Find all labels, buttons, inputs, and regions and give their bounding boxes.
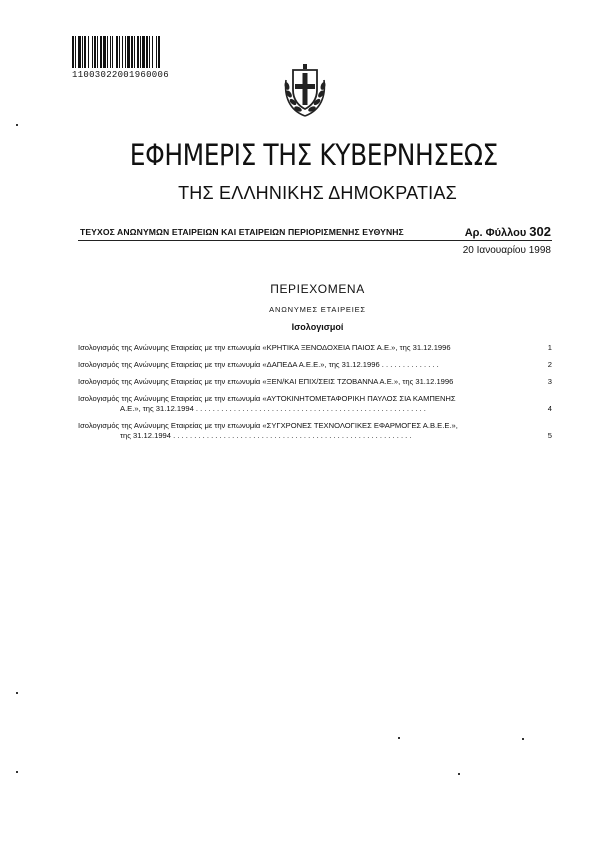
barcode-bar <box>103 36 106 68</box>
barcode-bar <box>75 36 76 68</box>
toc-entry-text: Ισολογισμός της Ανώνυμης Εταιρείας με την επωνυμία «ΣΥΓΧΡΟΝΕΣ ΤΕΧΝΟΛΟΓΙΚΕΣ ΕΦΑΡΜΟΓΕΣ Α.Β.Ε.Ε.», <box>78 421 458 430</box>
barcode-bar <box>142 36 145 68</box>
barcode-number: 11003022001960006 <box>72 70 169 80</box>
barcode-bar <box>82 36 83 68</box>
barcode-bar <box>116 36 118 68</box>
barcode <box>72 36 214 68</box>
masthead-title: ΕΦΗΜΕΡΙΣ ΤΗΣ ΚΥΒΕΡΝΗΣΕΩΣ <box>129 138 498 172</box>
toc-entry-text: Ισολογισμός της Ανώνυμης Εταιρείας με την επωνυμία «ΑΥΤΟΚΙΝΗΤΟΜΕΤΑΦΟΡΙΚΗ ΠΑΥΛΟΣ ΣΙΑ ΚΑΜΠΕΝΗΣ <box>78 394 456 403</box>
toc-entry-page: 3 <box>547 377 552 386</box>
contents-list <box>78 343 552 448</box>
scan-speck <box>398 737 400 739</box>
barcode-bar <box>146 36 148 68</box>
header-divider <box>78 240 552 241</box>
barcode-bar <box>122 36 123 68</box>
barcode-bar <box>158 36 160 68</box>
issue-date: 20 Ιανουαρίου 1998 <box>462 245 551 256</box>
barcode-bar <box>149 36 150 68</box>
toc-entry-continuation: της 31.12.1994 . . . . . . . . . . . . . . . . . . . . . . . . . . . . . . . . . . . . . . . . . . . . . . . . . . . . . . . . . <box>120 431 412 440</box>
barcode-bar <box>110 36 111 68</box>
toc-entry <box>78 377 552 387</box>
contents-subsection: Ισολογισμοί <box>291 322 344 332</box>
toc-entry-page: 5 <box>547 431 552 440</box>
barcode-bar <box>127 36 130 68</box>
barcode-bar <box>112 36 113 68</box>
barcode-bar <box>78 36 81 68</box>
barcode-bar <box>100 36 102 68</box>
scan-speck <box>458 773 460 775</box>
toc-entry <box>78 343 552 353</box>
coat-of-arms-icon <box>281 60 329 118</box>
scan-speck <box>16 692 18 694</box>
scan-speck <box>16 124 18 126</box>
barcode-bar <box>72 36 74 68</box>
barcode-bar <box>94 36 96 68</box>
toc-entry-text: Ισολογισμός της Ανώνυμης Εταιρείας με την επωνυμία «ΞΕΝ/ΚΑΙ ΕΠΙΧ/ΣΕΙΣ ΤΖΟΒΑΝΝΑ Α.Ε.», της 31.12.1996 <box>78 377 454 386</box>
barcode-bar <box>134 36 135 68</box>
sheet-number <box>465 224 551 239</box>
toc-entry-text: Ισολογισμός της Ανώνυμης Εταιρείας με την επωνυμία «ΔΑΠΕΔΑ Α.Ε.Ε.», της 31.12.1996 . . . . . . . . . . . . . . <box>78 360 439 369</box>
toc-entry <box>78 421 552 441</box>
toc-entry-page: 1 <box>547 343 552 352</box>
barcode-bar <box>152 36 153 68</box>
toc-entry-continuation: Α.Ε.», της 31.12.1994 . . . . . . . . . . . . . . . . . . . . . . . . . . . . . . . . . . . . . . . . . . . . . . . . . . . . . . . <box>120 404 426 413</box>
toc-entry-page: 4 <box>547 404 552 413</box>
barcode-bar <box>131 36 133 68</box>
issue-type: ΤΕΥΧΟΣ ΑΝΩΝΥΜΩΝ ΕΤΑΙΡΕΙΩΝ ΚΑΙ ΕΤΑΙΡΕΙΩΝ ΠΕΡΙΟΡΙΣΜΕΝΗΣ ΕΥΘΥΝΗΣ <box>80 227 404 237</box>
contents-section: ΑΝΩΝΥΜΕΣ ΕΤΑΙΡΕΙΕΣ <box>269 305 366 314</box>
sheet-number-value: 302 <box>529 224 551 239</box>
barcode-bar <box>92 36 93 68</box>
toc-entry-text: Ισολογισμός της Ανώνυμης Εταιρείας με την επωνυμία «ΚΡΗΤΙΚΑ ΞΕΝΟΔΟΧΕΙΑ ΠΑΙΟΣ Α.Ε.», της 31.12.1996 <box>78 343 451 352</box>
sheet-label: Αρ. Φύλλου <box>464 227 527 239</box>
barcode-bar <box>88 36 89 68</box>
barcode-bar <box>140 36 141 68</box>
masthead-subtitle: ΤΗΣ ΕΛΛΗΝΙΚΗΣ ΔΗΜΟΚΡΑΤΙΑΣ <box>178 183 457 203</box>
barcode-bar <box>84 36 86 68</box>
scan-speck <box>522 738 524 740</box>
barcode-bar <box>97 36 98 68</box>
scan-speck <box>16 771 18 773</box>
barcode-bar <box>156 36 157 68</box>
barcode-bar <box>107 36 108 68</box>
barcode-bar <box>125 36 126 68</box>
toc-entry <box>78 394 552 414</box>
toc-entry <box>78 360 552 370</box>
barcode-bar <box>137 36 139 68</box>
barcode-bar <box>119 36 120 68</box>
contents-heading: ΠΕΡΙΕΧΟΜΕΝΑ <box>270 282 365 296</box>
toc-entry-page: 2 <box>547 360 552 369</box>
